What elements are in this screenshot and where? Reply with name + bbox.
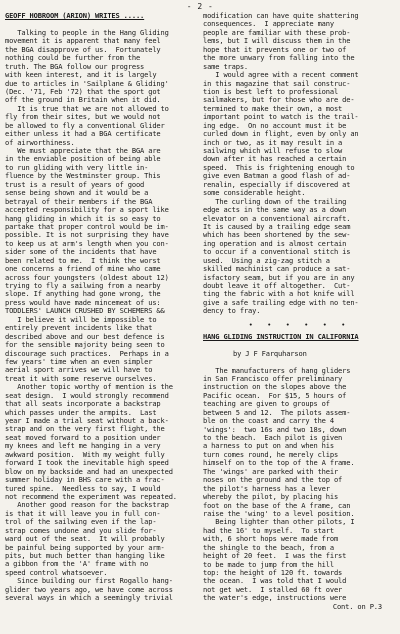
text-line: sense being shown and it would be a — [5, 189, 149, 198]
text-line: a harness to put on and when his — [203, 442, 334, 451]
text-line: Since building our first Rogallo hang- — [5, 577, 173, 586]
text-line: glider two years ago, we have come across — [5, 585, 173, 594]
text-line: seat moved forward to a position under — [5, 433, 161, 442]
text-line: ble on the coast and carry the 4 — [203, 417, 334, 426]
text-line: lems, but I will discuss them in the — [203, 37, 351, 46]
text-line: dency to fray. — [203, 307, 261, 316]
text-line: trol of the sailwing even if the lap- — [5, 518, 157, 527]
text-line: aerial sport arrives we will have to — [5, 366, 153, 375]
spacer — [5, 20, 199, 28]
text-line: the ocean. I was told that I would — [203, 577, 347, 586]
text-line: in the enviable position of being able — [5, 155, 161, 164]
text-line: skilled machinist can produce a sat- — [203, 265, 351, 274]
text-line: awkward position. With my weight fully — [5, 450, 165, 459]
text-line: consequences. I appreciate many — [203, 20, 334, 29]
text-line: edge acts in the same way as a down — [203, 206, 347, 215]
text-line: in San Francisco offer preliminary — [203, 374, 343, 383]
text-line: truth. The BGA follow our progress — [5, 62, 145, 71]
text-line: used. Using a zig-zag stitch a — [203, 256, 330, 265]
text-line: the pilot's harness has a lever — [203, 484, 330, 493]
text-line: be painful being supported by your arm- — [5, 543, 165, 552]
right-column — [203, 12, 396, 611]
text-line: instruction on the slopes above the — [203, 383, 347, 392]
text-line: hang gliding in which it is so easy to — [5, 214, 161, 223]
text-line: hope that it prevents one or two of — [203, 45, 347, 54]
text-line: ing operation and is almost certain — [203, 239, 347, 248]
text-line: TODDLERS' LAUNCH CRUSHED BY SCHEMERS && — [5, 307, 165, 316]
text-line: fly from their sites, but we would not — [5, 113, 161, 122]
text-line: the more unwary from falling into the — [203, 54, 355, 63]
text-line: due to articles in 'Sailplane & Gliding' — [5, 79, 169, 88]
text-line: to be made to jump from the hill — [203, 560, 334, 569]
text-line: height of 20 feet. I was the first — [203, 552, 347, 561]
text-line: one concerns a friend of mine who came — [5, 265, 161, 274]
text-line: The curling down of the trailing — [203, 197, 347, 206]
text-line: curled down in flight, even by only an — [203, 130, 359, 139]
text-line: Another good reason for the backstrap — [5, 501, 169, 510]
text-line: give even Batman a good flash of ad- — [203, 172, 351, 181]
text-line: doubt leave it off altogether. Cut- — [203, 282, 351, 290]
text-line: whereby the pilot, by placing his — [203, 493, 339, 502]
text-line: sailwing which will refuse to slow — [203, 147, 343, 155]
text-line: renalin, especially if discovered at — [203, 180, 351, 189]
text-line: summer holiday in BHS care with a frac- — [5, 476, 165, 485]
text-line: The manufacturers of hang gliders — [203, 366, 351, 375]
text-line: possible. It is not surprising they have — [5, 231, 169, 240]
text-line: (Dec. '71, Feb '72) that the sport got — [5, 87, 161, 96]
text-line: modification can have quite shattering — [203, 12, 359, 20]
text-line: for the sensible majority being seen to — [5, 341, 165, 350]
text-line: my knees and left me hanging in a very — [5, 442, 161, 451]
left-column-body — [5, 29, 199, 603]
text-line: inch or two, as it may result in a — [203, 138, 343, 147]
article-heading: GEOFF HOBROOM (ARION) WRITES ..... — [5, 12, 145, 20]
text-line: We must appreciate that the BGA are — [5, 147, 161, 155]
text-line: not get wet. I stalled 60 ft over — [203, 585, 343, 594]
text-line: It is true that we are not allowed to — [5, 104, 169, 113]
text-line: nothing could be further from the — [5, 54, 141, 63]
text-line: himself on to the top of the A frame. — [203, 459, 355, 468]
text-line: that all seats incorporate a backstrap — [5, 400, 161, 409]
text-line: teaching are given to groups of — [203, 400, 330, 409]
spacer — [203, 341, 396, 349]
text-line: entirely prevent incidents like that — [5, 324, 153, 333]
text-line: noses on the ground and the top of — [203, 476, 343, 485]
text-line: speed control whatsoever. — [5, 568, 108, 577]
text-line: important point to watch is the trail- — [203, 113, 359, 122]
text-line: speed. This is frightening enough to — [203, 163, 355, 172]
section-separator: • • • • • • — [248, 319, 351, 329]
text-line: fluence by the Westminster group. This — [5, 172, 161, 181]
text-line: across four youngsters (oldest about 12) — [5, 273, 169, 282]
text-line: partake that proper control would be im- — [5, 222, 169, 231]
article-byline: by J F Farquharson — [233, 349, 307, 358]
text-line: strap and on the very first flight, the — [5, 425, 165, 434]
text-line: not recommend the experiment was repeated. — [5, 492, 177, 501]
section-heading: HANG GLIDING INSTRUCTION IN CALIFORNIA — [203, 332, 359, 341]
text-line: people are familiar with these prob- — [203, 28, 351, 37]
text-line: tion is best left to professional — [203, 87, 339, 96]
text-line: elevator on a conventional aircraft. — [203, 214, 351, 223]
page-number: - 2 - — [186, 2, 214, 11]
text-line: betrayal of their members if the BGA — [5, 197, 153, 206]
text-line: trust is a result of years of good — [5, 180, 145, 189]
text-line: forward I took the inevitable high speed — [5, 459, 169, 468]
text-line: The 'wings' are parked with their — [203, 467, 339, 476]
text-line: foot on the base of the A frame, can — [203, 501, 351, 510]
right-column-body-2 — [203, 367, 396, 603]
text-line: to keep us at arm's length when you con- — [5, 239, 169, 248]
text-line: ing edge. On no account must it be — [203, 121, 347, 130]
text-line: Being lighter than other pilots, I — [203, 518, 355, 527]
text-line: to the beach. Each pilot is given — [203, 434, 343, 442]
text-line: raise the 'wing' to a level position. — [203, 509, 355, 518]
text-line: some considerable height. — [203, 189, 306, 198]
text-line: with keen interest, and it is largely — [5, 71, 157, 80]
text-line: Another topic worthy of mention is the — [5, 383, 173, 392]
text-line: to run gliding with very little in- — [5, 163, 149, 172]
text-line: I would agree with a recent comment — [203, 71, 359, 80]
text-line: few years' time when an even simpler — [5, 357, 153, 366]
text-line: sider some of the incidents that have — [5, 248, 157, 257]
text-line: several ways in which a seemingly trivial — [5, 594, 173, 603]
text-line: seat design. I would strongly recommend — [5, 391, 169, 400]
text-line: Pacific ocean. For $15, 5 hours of — [203, 391, 347, 400]
text-line: accepted responsibility for a sport like — [5, 206, 169, 215]
text-line: pits, but much better than hanging like — [5, 552, 165, 560]
spacer — [203, 358, 396, 366]
text-line: the shingle to the beach, from a — [203, 543, 334, 552]
text-line: year I made a trial seat without a back- — [5, 417, 169, 425]
text-line: blow on my backside and had an unexpected — [5, 467, 173, 476]
text-line: slope. If anything had gone wrong, the — [5, 290, 161, 299]
text-line: which has been shortened by the sew- — [203, 231, 351, 240]
text-line: trying to fly a sailwing from a nearby — [5, 282, 161, 290]
text-line: Talking to people in the Hang Gliding — [5, 28, 169, 37]
text-line: ting the fabric with a hot knife will — [203, 290, 355, 299]
left-column — [5, 12, 199, 603]
text-line: the BGA disapprove of us. Fortunately — [5, 45, 161, 54]
text-line: discourage such practices. Perhaps in a — [5, 349, 169, 358]
text-line: which passes under the armpits. Last — [5, 408, 157, 417]
text-line: same traps. — [203, 62, 249, 71]
text-line: off the ground in Britain when it did. — [5, 96, 161, 105]
text-line: strap comes undone and you slide for- — [5, 526, 157, 535]
text-line: down after it has reached a certain — [203, 155, 347, 164]
text-line: had the 16' to myself. To start — [203, 526, 334, 535]
text-line: either unless it had a BGA certificate — [5, 130, 161, 139]
text-line: of airworthiness. — [5, 138, 75, 147]
text-line: in this magazine that sail construc- — [203, 79, 351, 88]
text-line: movement it is apparent that many feel — [5, 37, 161, 46]
text-line: the water's edge, instructions were — [203, 594, 347, 603]
text-line: top: the height of 120 ft. towards — [203, 569, 343, 577]
text-line: be allowed to fly a conventional Glider — [5, 121, 165, 130]
text-line: press would have made mincemeat of us: — [5, 298, 161, 307]
text-line: to occur if a conventional stitch is — [203, 248, 351, 257]
text-line: sailmakers, but for those who are de- — [203, 96, 355, 105]
text-line: ward out of the seat. It will probably — [5, 535, 165, 544]
text-line: termined to make their own, a most — [203, 104, 343, 113]
text-line: It is caused by a trailing edge seam — [203, 222, 351, 231]
text-line: been related to me. I think the worst — [5, 256, 161, 265]
text-line: isfactory seam, but if you are in any — [203, 273, 355, 282]
text-line: 'wings': two 16s and two 18s, down — [203, 425, 347, 434]
text-line: between 5 and 12. The pilots assem- — [203, 408, 351, 417]
continuation-note: Cont. on P.3 — [332, 602, 382, 611]
text-line: a gibbon from the 'A' frame with no — [5, 560, 149, 569]
text-line: I believe it will be impossible to — [5, 315, 157, 324]
text-line: give a safe trailing edge with no ten- — [203, 298, 359, 307]
right-column-body — [203, 12, 396, 316]
text-line: with, 6 short hops were made from — [203, 535, 339, 544]
text-line: tured spine. Needless to say, I would — [5, 484, 161, 493]
text-line: is that it will leave you in full con- — [5, 509, 161, 518]
text-line: treat it with some reserve ourselves. — [5, 374, 157, 383]
text-line: described above and our best defence is — [5, 332, 165, 341]
text-line: turn comes round, he merely clips — [203, 450, 339, 459]
